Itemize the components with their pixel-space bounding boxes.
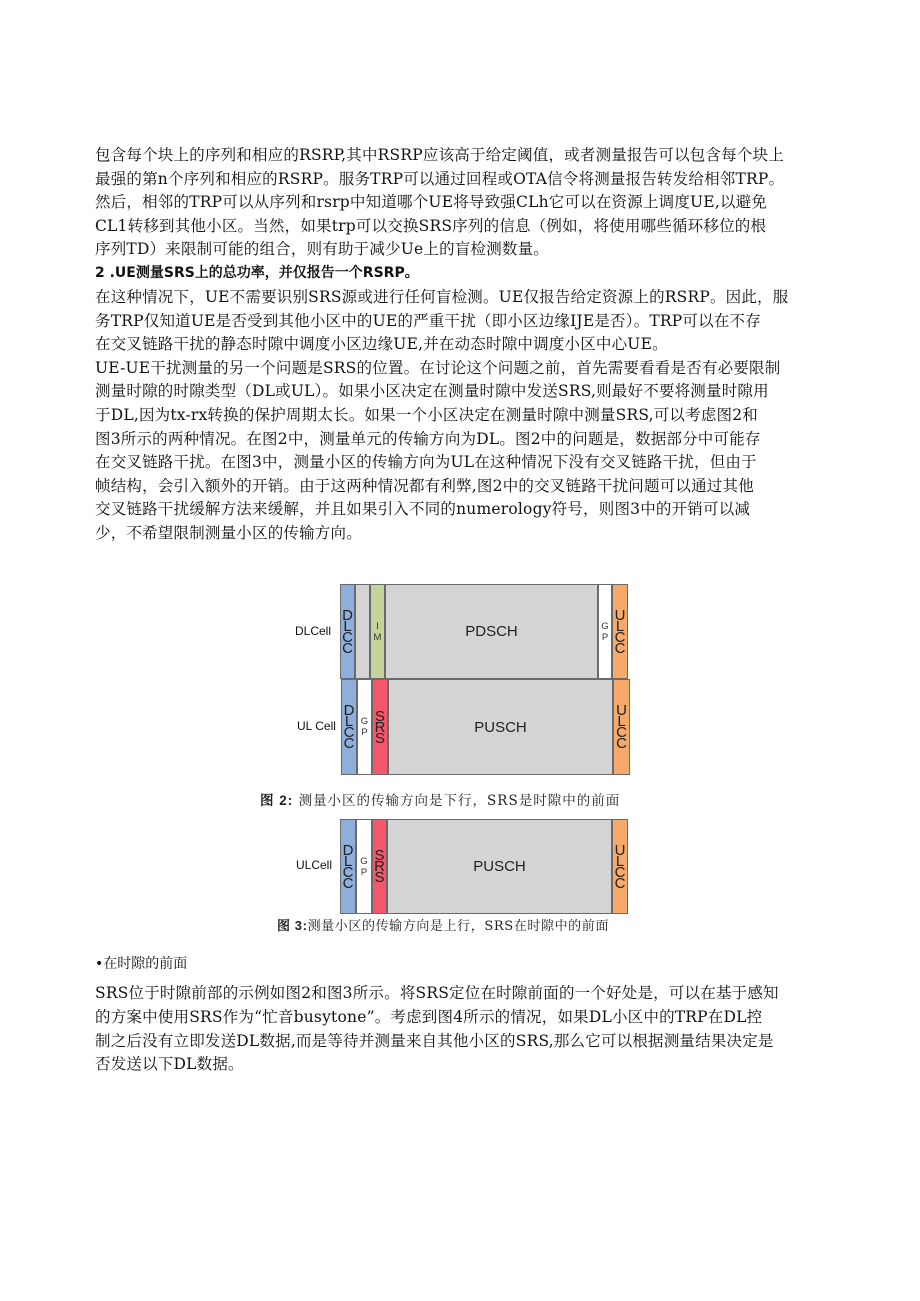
cell-label: S R S [374,847,385,886]
figure3-caption-number: 图 3: [277,918,308,933]
cell-label: I M [373,620,382,643]
ulcc-block [613,679,630,775]
gp-block [356,819,372,914]
ulcc-block [612,584,628,679]
cell-label: D L C C [342,841,354,892]
pusch-block [387,819,612,914]
figure3-caption [277,915,609,934]
gp-block [598,584,612,679]
ulcc-block [612,819,628,914]
pusch-block [388,679,613,775]
dlcc-block [341,679,357,775]
pdsch-block [385,584,598,679]
text-line: 制之后没有立即发送DL数据,而是等待并测量来自其他小区的SRS,那么它可以根据测量结果决定是 [95,1031,774,1050]
cell-label: U L C C [614,841,626,892]
text-line: 图3所示的两种情况。在图2中，测量单元的传输方向为DL。图2中的问题是，数据部分中可能存 [95,429,761,448]
text-line: 在交叉链路干扰的静态时隙中调度小区边缘UE,并在动态时隙中调度小区中心UE。 [95,335,668,354]
text-line: 帧结构，会引入额外的开销。由于这两种情况都有利弊,图2中的交叉链路干扰问题可以通过其他 [95,476,754,495]
cell-label: G P [360,716,369,738]
section-heading-total-power: 2 .UE测量SRS上的总功率，并仅报告一个RSRP。 [95,265,419,281]
text-line: CL1转移到其他小区。当然，如果trp可以交换SRS序列的信息（例如，将使用哪些循环移位的根 [95,216,767,235]
empty-block [355,584,370,679]
text-line: 然后，相邻的TRP可以从序列和rsrp中知道哪个UE将导致强CLh它可以在资源上调度UE,以避免 [95,193,768,212]
figure3-ul-cell-slot [340,819,628,914]
cell-label: U L C C [614,606,626,657]
text-line: 于DL,因为tx-rx转换的保护周期太长。如果一个小区决定在测量时隙中测量SRS,可以考虑图2和 [95,406,758,424]
text-line: 测量时隙的时隙类型（DL或UL）。如果小区决定在测量时隙中发送SRS,则最好不要将测量时隙用 [95,382,769,401]
figure2-ul-row-label: UL Cell [297,719,336,733]
figure3-row-label: ULCell [296,858,333,872]
text-line: 务TRP仅知道UE是否受到其他小区中的UE的严重干扰（即小区边缘IJE是否）。TRP可以在不存 [95,311,761,330]
cell-label: G P [601,620,609,643]
figure2-dl-cell-slot [340,584,628,679]
dlcc-block [340,584,355,679]
text-line: 的方案中使用SRS作为“忙音busytone”。考虑到图4所示的情况，如果DL小区中的TRP在DL控 [95,1007,763,1026]
text-line: UE-UE干扰测量的另一个问题是SRS的位置。在讨论这个问题之前，首先需要看看是否有必要限制 [95,358,781,377]
gp-block [357,679,372,775]
bullet-heading-front-of-slot: •在时隙的前面 [95,956,188,972]
text-line: 在这种情况下，UE不需要识别SRS源或进行任何盲检测。UE仅报告给定资源上的RSRP。因此，服 [95,288,789,306]
text-line: 交叉链路干扰缓解方法来缓解，并且如果引入不同的numerology符号，则图3中的开销可以减 [95,500,751,519]
text-line: SRS位于时隙前部的示例如图2和图3所示。将SRS定位在时隙前面的一个好处是，可以在基于感知 [95,984,779,1002]
im-block [370,584,385,679]
text-line: 序列TD）来限制可能的组合，则有助于减少Ue上的盲检测数量。 [95,240,550,259]
figure2-caption [260,789,620,809]
srs-block [372,819,387,914]
figure2-caption-text: 测量小区的传输方向是下行，SRS是时隙中的前面 [298,793,621,809]
text-line: 包含每个块上的序列和相应的RSRP,其中RSRP应该高于给定阈值，或者测量报告可以包含每个块上 [95,146,784,164]
figure2-ul-cell-slot [341,679,630,775]
cell-label: D L C C [343,702,355,752]
text-line: 最强的第n个序列和相应的RSRP。服务TRP可以通过回程或OTA信令将测量报告转发给相邻TRP。 [95,169,785,188]
dlcc-block [340,819,356,914]
srs-block [372,679,388,775]
cell-label: U L C C [616,702,627,752]
figure3-caption-text: 测量小区的传输方向是上行，SRS在时隙中的前面 [307,919,609,934]
text-line: 在交叉链路干扰。在图3中，测量小区的传输方向为UL在这种情况下没有交叉链路干扰，但由于 [95,453,757,472]
text-line: 少，不希望限制测量小区的传输方向。 [95,524,362,542]
cell-label: G P [360,855,368,878]
cell-label: D L C C [342,606,353,657]
cell-label: S R S [374,707,386,747]
figure2-dl-row-label: DLCell [295,624,332,638]
cell-label: PUSCH [474,718,527,736]
cell-label: PDSCH [465,623,518,640]
figure2-caption-number: 图 2: [260,793,294,808]
cell-label: PUSCH [473,858,526,875]
text-line: 否发送以下DL数据。 [95,1055,244,1074]
